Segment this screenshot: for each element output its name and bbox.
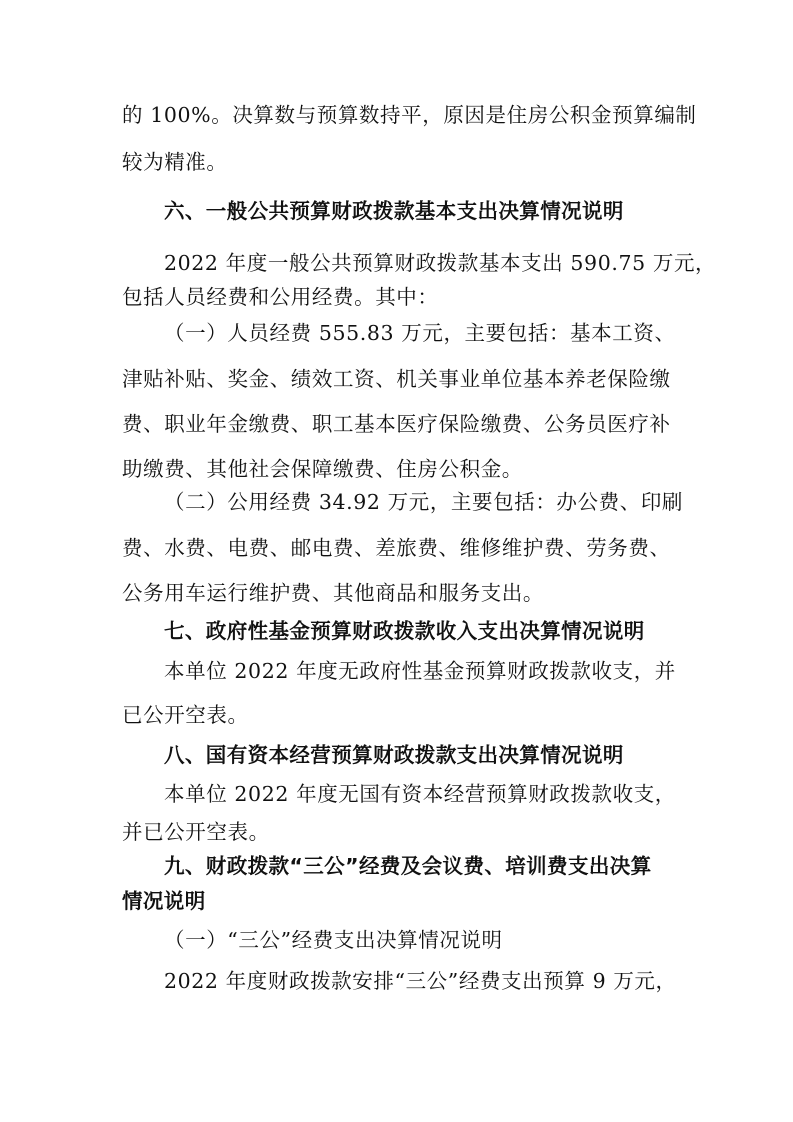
paragraph-line: 助缴费、其他社会保障缴费、住房公积金。	[122, 457, 523, 481]
section-heading-6: 六、一般公共预算财政拨款基本支出决算情况说明	[164, 199, 624, 223]
paragraph-line: 2022 年度财政拨款安排“三公”经费支出预算 9 万元，	[164, 969, 677, 993]
section-heading-9-continued: 情况说明	[122, 889, 206, 913]
paragraph-line: 津贴补贴、奖金、绩效工资、机关事业单位基本养老保险缴	[122, 367, 671, 391]
paragraph-line: （一）人员经费 555.83 万元，主要包括：基本工资、	[164, 321, 676, 345]
paragraph-line: 的 100%。决算数与预算数持平，原因是住房公积金预算编制	[122, 103, 697, 127]
paragraph-line: （二）公用经费 34.92 万元，主要包括：办公费、印刷	[164, 490, 684, 514]
paragraph-line: 并已公开空表。	[122, 820, 270, 844]
paragraph-line: 公务用车运行维护费、其他商品和服务支出。	[122, 581, 544, 605]
paragraph-line: 已公开空表。	[122, 703, 249, 727]
subsection-heading: （一）“三公”经费支出决算情况说明	[164, 928, 503, 952]
paragraph-line: 较为精准。	[122, 150, 228, 174]
paragraph-line: 包括人员经费和公用经费。其中：	[122, 285, 439, 309]
section-heading-9: 九、财政拨款“三公”经费及会议费、培训费支出决算	[164, 854, 652, 878]
section-heading-8: 八、国有资本经营预算财政拨款支出决算情况说明	[164, 743, 624, 767]
paragraph-line: 费、水费、电费、邮电费、差旅费、维修维护费、劳务费、	[122, 536, 671, 560]
paragraph-line: 费、职业年金缴费、职工基本医疗保险缴费、公务员医疗补	[122, 412, 671, 436]
section-heading-7: 七、政府性基金预算财政拨款收入支出决算情况说明	[164, 619, 645, 643]
paragraph-line: 2022 年度一般公共预算财政拨款基本支出 590.75 万元，	[164, 251, 717, 275]
paragraph-line: 本单位 2022 年度无政府性基金预算财政拨款收支，并	[164, 659, 676, 683]
paragraph-line: 本单位 2022 年度无国有资本经营预算财政拨款收支，	[164, 782, 676, 806]
